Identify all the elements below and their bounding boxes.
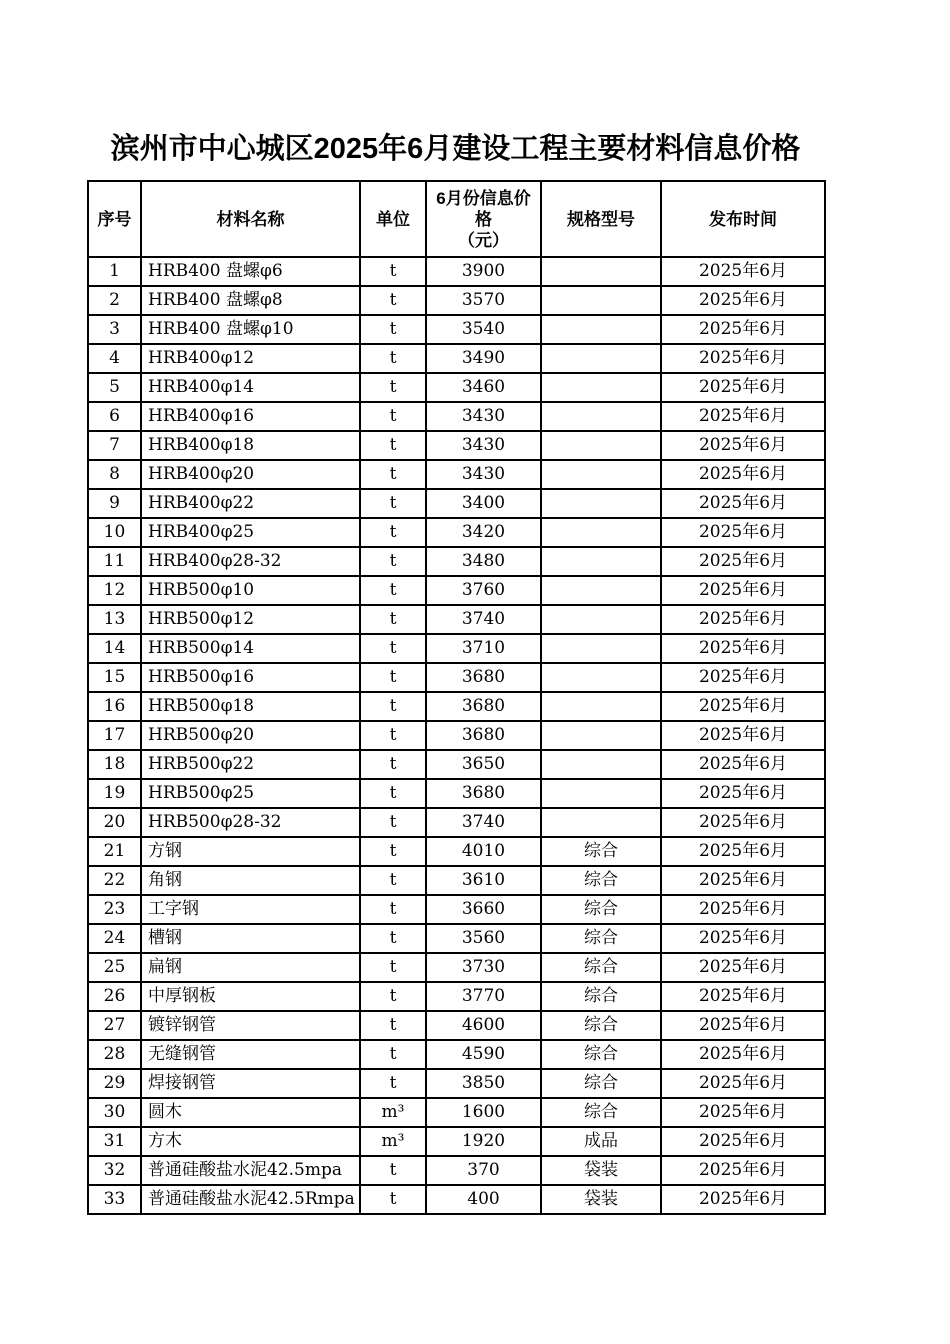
table-row xyxy=(88,1185,825,1214)
cell-serial: 31 xyxy=(88,1127,141,1156)
cell-material-name: 普通硅酸盐水泥42.5Rmpa xyxy=(141,1185,360,1214)
table-row xyxy=(88,634,825,663)
cell-unit: t xyxy=(360,982,426,1011)
table-row xyxy=(88,663,825,692)
cell-publish-date: 2025年6月 xyxy=(661,460,825,489)
cell-unit: t xyxy=(360,953,426,982)
cell-publish-date: 2025年6月 xyxy=(661,315,825,344)
cell-serial: 28 xyxy=(88,1040,141,1069)
cell-material-name: HRB400 盘螺φ8 xyxy=(141,286,360,315)
cell-unit: t xyxy=(360,576,426,605)
cell-material-name: HRB500φ20 xyxy=(141,721,360,750)
cell-spec xyxy=(541,344,661,373)
cell-material-name: 普通硅酸盐水泥42.5mpa xyxy=(141,1156,360,1185)
cell-unit: t xyxy=(360,808,426,837)
table-row xyxy=(88,1098,825,1127)
table-row xyxy=(88,1127,825,1156)
cell-unit: t xyxy=(360,1011,426,1040)
table-row xyxy=(88,953,825,982)
cell-material-name: HRB500φ28-32 xyxy=(141,808,360,837)
cell-spec xyxy=(541,663,661,692)
cell-material-name: HRB500φ12 xyxy=(141,605,360,634)
cell-spec xyxy=(541,576,661,605)
table-row xyxy=(88,750,825,779)
page-title: 滨州市中心城区2025年6月建设工程主要材料信息价格 xyxy=(110,133,801,165)
cell-publish-date: 2025年6月 xyxy=(661,866,825,895)
table-row xyxy=(88,257,825,286)
cell-publish-date: 2025年6月 xyxy=(661,1185,825,1214)
cell-spec: 综合 xyxy=(541,895,661,924)
cell-spec: 综合 xyxy=(541,837,661,866)
table-row xyxy=(88,1011,825,1040)
table-row xyxy=(88,692,825,721)
column-header-price-line: （元） xyxy=(458,230,509,250)
cell-material-name: 方木 xyxy=(141,1127,360,1156)
cell-publish-date: 2025年6月 xyxy=(661,634,825,663)
column-header-spec: 规格型号 xyxy=(541,181,661,257)
cell-serial: 26 xyxy=(88,982,141,1011)
cell-serial: 24 xyxy=(88,924,141,953)
cell-price: 3900 xyxy=(426,257,541,286)
cell-publish-date: 2025年6月 xyxy=(661,576,825,605)
cell-material-name: HRB400φ16 xyxy=(141,402,360,431)
cell-unit: t xyxy=(360,286,426,315)
cell-price: 3610 xyxy=(426,866,541,895)
cell-spec xyxy=(541,518,661,547)
cell-spec xyxy=(541,779,661,808)
table-row xyxy=(88,1040,825,1069)
cell-price: 1920 xyxy=(426,1127,541,1156)
cell-publish-date: 2025年6月 xyxy=(661,1011,825,1040)
cell-spec xyxy=(541,431,661,460)
cell-unit: t xyxy=(360,489,426,518)
cell-spec: 综合 xyxy=(541,1098,661,1127)
cell-spec xyxy=(541,808,661,837)
cell-serial: 15 xyxy=(88,663,141,692)
table-row xyxy=(88,1156,825,1185)
cell-price: 3430 xyxy=(426,402,541,431)
column-header-price-line: 6月份信息价 xyxy=(436,188,531,208)
cell-material-name: HRB400φ12 xyxy=(141,344,360,373)
column-header-publish-date: 发布时间 xyxy=(661,181,825,257)
cell-spec: 综合 xyxy=(541,866,661,895)
cell-unit: t xyxy=(360,1040,426,1069)
cell-unit: t xyxy=(360,663,426,692)
table-row xyxy=(88,895,825,924)
cell-unit: t xyxy=(360,431,426,460)
cell-serial: 6 xyxy=(88,402,141,431)
cell-publish-date: 2025年6月 xyxy=(661,1098,825,1127)
table-row xyxy=(88,808,825,837)
cell-material-name: HRB500φ14 xyxy=(141,634,360,663)
cell-publish-date: 2025年6月 xyxy=(661,1040,825,1069)
cell-serial: 17 xyxy=(88,721,141,750)
cell-material-name: HRB400φ18 xyxy=(141,431,360,460)
materials-price-table xyxy=(87,180,826,1215)
cell-unit: t xyxy=(360,373,426,402)
column-header-price xyxy=(426,181,541,257)
cell-price: 3680 xyxy=(426,692,541,721)
cell-serial: 16 xyxy=(88,692,141,721)
cell-price: 3540 xyxy=(426,315,541,344)
cell-publish-date: 2025年6月 xyxy=(661,431,825,460)
cell-unit: t xyxy=(360,779,426,808)
cell-serial: 4 xyxy=(88,344,141,373)
cell-material-name: 焊接钢管 xyxy=(141,1069,360,1098)
cell-price: 3490 xyxy=(426,344,541,373)
cell-spec: 成品 xyxy=(541,1127,661,1156)
cell-spec: 综合 xyxy=(541,1011,661,1040)
cell-unit: m³ xyxy=(360,1098,426,1127)
cell-price: 4010 xyxy=(426,837,541,866)
cell-price: 3430 xyxy=(426,431,541,460)
cell-unit: t xyxy=(360,692,426,721)
cell-serial: 22 xyxy=(88,866,141,895)
cell-publish-date: 2025年6月 xyxy=(661,257,825,286)
cell-price: 3730 xyxy=(426,953,541,982)
cell-serial: 8 xyxy=(88,460,141,489)
cell-publish-date: 2025年6月 xyxy=(661,344,825,373)
column-header-material-name: 材料名称 xyxy=(141,181,360,257)
cell-price: 3560 xyxy=(426,924,541,953)
table-row xyxy=(88,315,825,344)
cell-price: 400 xyxy=(426,1185,541,1214)
cell-serial: 11 xyxy=(88,547,141,576)
cell-unit: t xyxy=(360,1185,426,1214)
cell-material-name: HRB500φ25 xyxy=(141,779,360,808)
table-row xyxy=(88,721,825,750)
cell-material-name: HRB400φ20 xyxy=(141,460,360,489)
cell-material-name: 中厚钢板 xyxy=(141,982,360,1011)
cell-spec: 袋装 xyxy=(541,1156,661,1185)
cell-serial: 25 xyxy=(88,953,141,982)
cell-spec: 综合 xyxy=(541,924,661,953)
cell-material-name: 圆木 xyxy=(141,1098,360,1127)
cell-serial: 18 xyxy=(88,750,141,779)
cell-material-name: HRB400φ14 xyxy=(141,373,360,402)
cell-price: 3710 xyxy=(426,634,541,663)
cell-unit: t xyxy=(360,924,426,953)
cell-price: 4600 xyxy=(426,1011,541,1040)
cell-serial: 2 xyxy=(88,286,141,315)
cell-publish-date: 2025年6月 xyxy=(661,1069,825,1098)
cell-publish-date: 2025年6月 xyxy=(661,373,825,402)
cell-spec: 综合 xyxy=(541,982,661,1011)
cell-price: 3460 xyxy=(426,373,541,402)
table-row xyxy=(88,1069,825,1098)
header-row xyxy=(88,181,825,257)
cell-price: 3680 xyxy=(426,721,541,750)
cell-publish-date: 2025年6月 xyxy=(661,750,825,779)
cell-serial: 13 xyxy=(88,605,141,634)
table-row xyxy=(88,431,825,460)
cell-unit: t xyxy=(360,315,426,344)
cell-publish-date: 2025年6月 xyxy=(661,286,825,315)
table-row xyxy=(88,576,825,605)
cell-price: 1600 xyxy=(426,1098,541,1127)
table-row xyxy=(88,982,825,1011)
cell-serial: 32 xyxy=(88,1156,141,1185)
cell-price: 3480 xyxy=(426,547,541,576)
cell-publish-date: 2025年6月 xyxy=(661,663,825,692)
cell-serial: 29 xyxy=(88,1069,141,1098)
cell-publish-date: 2025年6月 xyxy=(661,605,825,634)
cell-price: 3400 xyxy=(426,489,541,518)
cell-publish-date: 2025年6月 xyxy=(661,953,825,982)
table-row xyxy=(88,489,825,518)
cell-spec xyxy=(541,373,661,402)
table-row xyxy=(88,779,825,808)
cell-material-name: HRB500φ22 xyxy=(141,750,360,779)
table-row xyxy=(88,344,825,373)
cell-serial: 30 xyxy=(88,1098,141,1127)
cell-material-name: HRB400φ28-32 xyxy=(141,547,360,576)
table-row xyxy=(88,924,825,953)
cell-unit: m³ xyxy=(360,1127,426,1156)
cell-spec: 袋装 xyxy=(541,1185,661,1214)
cell-spec xyxy=(541,605,661,634)
cell-material-name: 角钢 xyxy=(141,866,360,895)
table-row xyxy=(88,547,825,576)
cell-spec xyxy=(541,460,661,489)
cell-price: 3660 xyxy=(426,895,541,924)
cell-unit: t xyxy=(360,1069,426,1098)
column-header-unit: 单位 xyxy=(360,181,426,257)
cell-price: 3770 xyxy=(426,982,541,1011)
cell-spec xyxy=(541,721,661,750)
cell-unit: t xyxy=(360,402,426,431)
cell-publish-date: 2025年6月 xyxy=(661,518,825,547)
cell-publish-date: 2025年6月 xyxy=(661,402,825,431)
cell-spec xyxy=(541,750,661,779)
cell-unit: t xyxy=(360,344,426,373)
cell-spec xyxy=(541,315,661,344)
cell-material-name: HRB500φ16 xyxy=(141,663,360,692)
table-row xyxy=(88,837,825,866)
cell-publish-date: 2025年6月 xyxy=(661,924,825,953)
table-row xyxy=(88,518,825,547)
cell-price: 3420 xyxy=(426,518,541,547)
cell-material-name: HRB400 盘螺φ6 xyxy=(141,257,360,286)
cell-price: 3570 xyxy=(426,286,541,315)
cell-price: 3740 xyxy=(426,605,541,634)
cell-unit: t xyxy=(360,721,426,750)
cell-unit: t xyxy=(360,634,426,663)
cell-spec xyxy=(541,692,661,721)
cell-material-name: 方钢 xyxy=(141,837,360,866)
cell-price: 3740 xyxy=(426,808,541,837)
cell-serial: 5 xyxy=(88,373,141,402)
cell-publish-date: 2025年6月 xyxy=(661,1156,825,1185)
table-row xyxy=(88,402,825,431)
cell-serial: 21 xyxy=(88,837,141,866)
table-row xyxy=(88,373,825,402)
cell-unit: t xyxy=(360,460,426,489)
cell-spec xyxy=(541,634,661,663)
cell-serial: 23 xyxy=(88,895,141,924)
cell-material-name: 工字钢 xyxy=(141,895,360,924)
cell-unit: t xyxy=(360,1156,426,1185)
cell-publish-date: 2025年6月 xyxy=(661,779,825,808)
cell-price: 3680 xyxy=(426,663,541,692)
cell-serial: 12 xyxy=(88,576,141,605)
cell-material-name: HRB500φ18 xyxy=(141,692,360,721)
cell-price: 3760 xyxy=(426,576,541,605)
cell-price: 3650 xyxy=(426,750,541,779)
cell-material-name: 槽钢 xyxy=(141,924,360,953)
cell-material-name: 镀锌钢管 xyxy=(141,1011,360,1040)
cell-unit: t xyxy=(360,866,426,895)
column-header-serial: 序号 xyxy=(88,181,141,257)
cell-publish-date: 2025年6月 xyxy=(661,721,825,750)
cell-serial: 10 xyxy=(88,518,141,547)
table-row xyxy=(88,460,825,489)
cell-publish-date: 2025年6月 xyxy=(661,547,825,576)
cell-publish-date: 2025年6月 xyxy=(661,837,825,866)
cell-unit: t xyxy=(360,605,426,634)
cell-price: 3680 xyxy=(426,779,541,808)
cell-serial: 27 xyxy=(88,1011,141,1040)
cell-spec xyxy=(541,286,661,315)
cell-spec: 综合 xyxy=(541,953,661,982)
cell-unit: t xyxy=(360,837,426,866)
cell-price: 3850 xyxy=(426,1069,541,1098)
cell-publish-date: 2025年6月 xyxy=(661,895,825,924)
cell-spec xyxy=(541,547,661,576)
cell-publish-date: 2025年6月 xyxy=(661,489,825,518)
cell-material-name: 扁钢 xyxy=(141,953,360,982)
table-row xyxy=(88,866,825,895)
cell-unit: t xyxy=(360,547,426,576)
table-row xyxy=(88,605,825,634)
cell-material-name: HRB400φ22 xyxy=(141,489,360,518)
cell-serial: 20 xyxy=(88,808,141,837)
cell-serial: 19 xyxy=(88,779,141,808)
cell-unit: t xyxy=(360,750,426,779)
cell-price: 4590 xyxy=(426,1040,541,1069)
cell-material-name: 无缝钢管 xyxy=(141,1040,360,1069)
cell-spec xyxy=(541,257,661,286)
cell-price: 370 xyxy=(426,1156,541,1185)
cell-material-name: HRB400φ25 xyxy=(141,518,360,547)
table-row xyxy=(88,286,825,315)
table-body xyxy=(88,257,825,1214)
cell-serial: 14 xyxy=(88,634,141,663)
cell-spec: 综合 xyxy=(541,1069,661,1098)
cell-unit: t xyxy=(360,518,426,547)
cell-unit: t xyxy=(360,257,426,286)
cell-material-name: HRB400 盘螺φ10 xyxy=(141,315,360,344)
cell-spec xyxy=(541,402,661,431)
cell-publish-date: 2025年6月 xyxy=(661,808,825,837)
column-header-price-line: 格 xyxy=(475,209,492,229)
cell-publish-date: 2025年6月 xyxy=(661,982,825,1011)
cell-spec: 综合 xyxy=(541,1040,661,1069)
cell-spec xyxy=(541,489,661,518)
cell-serial: 3 xyxy=(88,315,141,344)
cell-serial: 9 xyxy=(88,489,141,518)
cell-material-name: HRB500φ10 xyxy=(141,576,360,605)
cell-price: 3430 xyxy=(426,460,541,489)
cell-serial: 1 xyxy=(88,257,141,286)
cell-serial: 7 xyxy=(88,431,141,460)
cell-publish-date: 2025年6月 xyxy=(661,1127,825,1156)
cell-publish-date: 2025年6月 xyxy=(661,692,825,721)
cell-serial: 33 xyxy=(88,1185,141,1214)
cell-unit: t xyxy=(360,895,426,924)
